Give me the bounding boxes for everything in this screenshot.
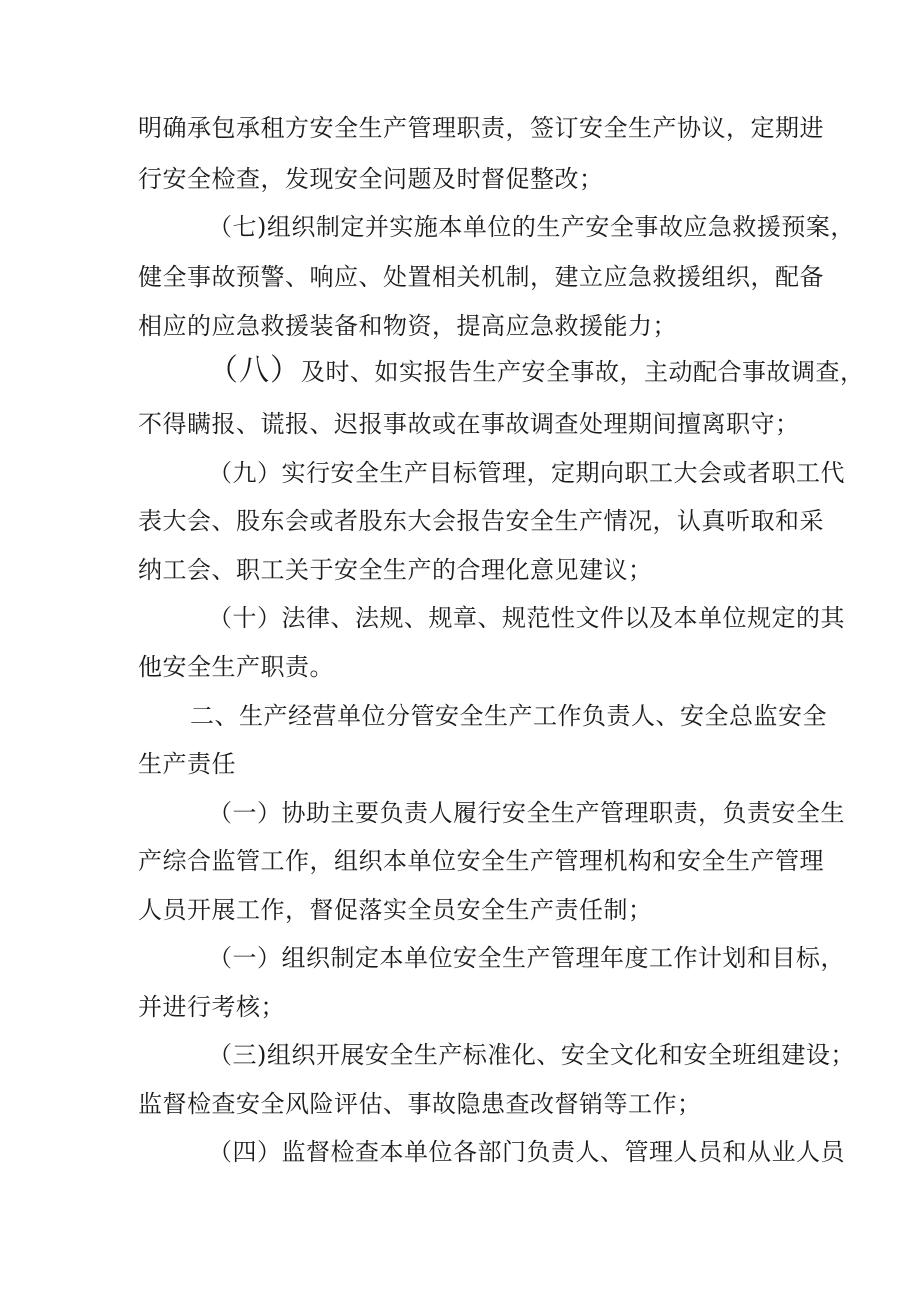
text-line: 并进行考核； [138, 993, 285, 1021]
text-line-body: 及时、如实报告生产安全事故，主动配合事故调查， [301, 358, 865, 386]
section-heading: 二、生产经营单位分管安全生产工作负责人、安全总监安全 [190, 702, 827, 730]
text-line: （七)组织制定并实施本单位的生产安全事故应急救援预案， [208, 213, 855, 241]
text-line: 产综合监管工作，组织本单位安全生产管理机构和安全生产管理 [138, 847, 824, 875]
text-line: 不得瞒报、谎报、迟报事故或在事故调查处理期间擅离职守； [138, 410, 800, 438]
text-line: 表大会、股东会或者股东大会报告安全生产情况，认真听取和采 [138, 507, 824, 535]
text-line: （一）协助主要负责人履行安全生产管理职责，负责安全生 [208, 799, 845, 827]
text-line: （一）组织制定本单位安全生产管理年度工作计划和目标， [208, 944, 845, 972]
text-line: 相应的应急救援装备和物资，提高应急救援能力； [138, 312, 677, 340]
text-line: （十）法律、法规、规章、规范性文件以及本单位规定的其 [208, 604, 845, 632]
text-line: 明确承包承租方安全生产管理职责，签订安全生产协议，定期进 [138, 114, 824, 142]
text-line: （九）实行安全生产目标管理，定期向职工大会或者职工代 [208, 459, 845, 487]
text-line: 他安全生产职责。 [138, 653, 334, 681]
text-line: 纳工会、职工关于安全生产的合理化意见建议； [138, 556, 653, 584]
section-heading: 生产责任 [138, 750, 236, 778]
section-marker: （八） [208, 353, 301, 388]
text-line [208, 353, 865, 388]
text-line: 行安全检查，发现安全问题及时督促整改； [138, 165, 604, 193]
text-line: 健全事故预警、响应、处置相关机制，建立应急救援组织，配备 [138, 263, 824, 291]
text-line: （三)组织开展安全生产标准化、安全文化和安全班组建设； [208, 1041, 855, 1069]
text-line: 监督检查安全风险评估、事故隐患查改督销等工作； [138, 1090, 702, 1118]
text-line: （四）监督检查本单位各部门负责人、管理人员和从业人员 [208, 1138, 845, 1166]
text-line: 人员开展工作，督促落实全员安全生产责任制； [138, 896, 653, 924]
